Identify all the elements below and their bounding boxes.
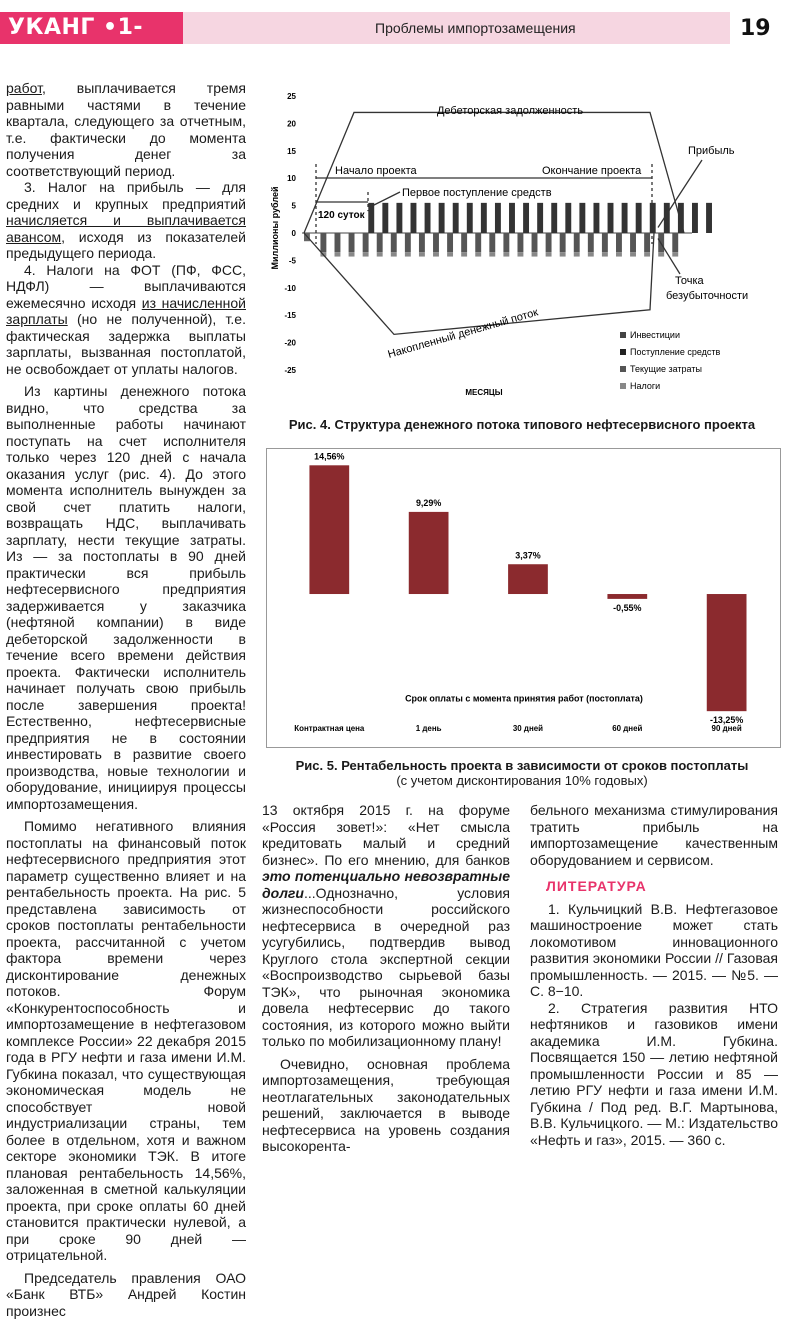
income-bar (608, 203, 614, 233)
data-label: -13,25% (710, 715, 743, 725)
category-label: 1 день (416, 724, 442, 733)
paragraph: Очевидно, основная проблема импортозамещения, требующая неотлагательных законодательных решений, заключается в выводе нефтесервиса на уровень создания высокорента- (262, 1056, 510, 1155)
caption-line-2: (с учетом дисконтирования 10% годовых) (396, 773, 647, 788)
tax-bar (475, 252, 481, 256)
y-tick-label: 20 (287, 119, 296, 128)
tax-bar (630, 252, 636, 256)
y-tick-label: -10 (284, 284, 296, 293)
cost-bar (602, 233, 608, 252)
cost-bar (532, 233, 538, 252)
y-tick-label: 15 (287, 147, 296, 156)
data-label: -0,55% (613, 603, 641, 613)
income-bar (579, 203, 585, 233)
income-bar (368, 203, 374, 233)
references-heading: ЛИТЕРАТУРА (546, 878, 778, 895)
cost-bar (335, 233, 341, 252)
receivables-label: Дебеторская задолженность (437, 105, 583, 117)
income-bar (523, 203, 529, 233)
y-tick-label: 5 (292, 202, 297, 211)
income-bar (382, 203, 388, 233)
cost-bar (630, 233, 636, 252)
figure-5-caption (262, 758, 782, 788)
x-axis-label: Срок оплаты с момента принятия работ (постоплата) (405, 693, 643, 703)
income-bar (396, 203, 402, 233)
tax-bar (377, 252, 383, 256)
legend-entry: Текущие затраты (630, 364, 702, 374)
cost-bar (320, 233, 326, 252)
figure-4-caption: Рис. 4. Структура денежного потока типового нефтесервисного проекта (262, 417, 782, 432)
cost-bar (419, 233, 425, 252)
page-number: 19 (740, 16, 771, 41)
underlined-text: начисляется и выплачивается авансом (6, 212, 246, 245)
tax-bar (532, 252, 538, 256)
profitability-bar (707, 594, 747, 711)
y-tick-label: 10 (287, 174, 296, 183)
tax-bar (335, 252, 341, 256)
end-label: Окончание проекта (542, 165, 642, 177)
cost-bar (644, 233, 650, 252)
text: 3. Налог на прибыль — для средних и крупных предприятий (6, 179, 246, 212)
underlined-text: работ (6, 80, 42, 96)
text: 13 октября 2015 г. на форуме «Россия зовет!»: «Нет смысла кредитовать малый и средний бизнес». По его мнению, для банков (262, 802, 510, 868)
reference-item: 2. Стратегия развития НТО нефтяников и газовиков имени академика И.М. Губкина. Посвящается 150 — летию нефтяной промышленности России и 85 — летию РГУ нефти и газа имени И.М. Губкина / Под ред. В.Г. Мартынова, В.В. Кульчицкого. — М.: Издательство «Нефть и газ», 2015. — 360 с. (530, 1000, 778, 1149)
tax-bar (588, 252, 594, 256)
breakeven-label-2: безубыточности (666, 290, 748, 302)
cost-bar (517, 233, 523, 252)
tax-bar (419, 252, 425, 256)
text-column-3 (530, 802, 778, 1148)
tax-bar (433, 252, 439, 256)
legend-swatch (620, 332, 626, 338)
breakeven-label-1: Точка (675, 275, 705, 287)
tax-bar (574, 252, 580, 256)
data-label: 9,29% (416, 498, 441, 508)
caption-line-1: Рис. 5. Рентабельность проекта в зависимости от сроков постоплаты (262, 758, 782, 773)
text: , исходя из показателей предыдущего периода. (6, 229, 246, 262)
tax-bar (503, 252, 509, 256)
income-bar (650, 203, 656, 233)
underlined-text: из начисленной зарплаты (6, 295, 246, 328)
cost-bar (433, 233, 439, 252)
profitability-bar (607, 594, 647, 599)
x-axis-label: МЕСЯЦЫ (465, 388, 502, 397)
income-bar (692, 203, 698, 233)
income-bar (411, 203, 417, 233)
profitability-bar (508, 564, 548, 594)
text: (но не полученной), т.е. фактическая задержка выплаты зарплаты, вызванная постоплатой, не освобождает от уплаты налогов. (6, 311, 246, 377)
tax-bar (517, 252, 523, 256)
legend-entry: Инвестиции (630, 330, 680, 340)
tax-bar (461, 252, 467, 256)
category-label: Контрактная цена (294, 724, 365, 733)
tax-bar (349, 252, 355, 256)
tax-bar (658, 252, 664, 256)
reference-item: 1. Кульчицкий В.В. Нефтегазовое машиностроение может стать локомотивом инновационного развития экономики России // Газовая промышленность. — 2015. — №5. — С. 8−10. (530, 901, 778, 1000)
text: , выплачивается тремя равными частями в течение квартала, следующего за отчетным, т.е. фактически до момента получения денег за соответствующий период. (6, 80, 246, 179)
emphasis-text: это потенциально невозвратные долги (262, 868, 510, 901)
y-tick-label: -5 (289, 256, 297, 265)
paragraph: бельного механизма стимулирования тратить прибыль на импортозамещение качественным оборудованием и сервисом. (530, 802, 778, 868)
tax-bar (616, 252, 622, 256)
paragraph: Помимо негативного влияния постоплаты на финансовый поток нефтесервисного предприятия этот параметр существенно влияет и на рентабельность проекта. На рис. 5 представлена зависимость от сроков постоплаты рентабельности проекта, рассчитанной с учетом фактора времени через дисконтирование денежных потоков. Форум «Конкурентоспособность и импортозамещение в нефтегазовом комплексе России» 22 декабря 2015 года в РГУ нефти и газа имени И.М. Губкина показал, что существующая экономическая модель не способствует новой индустриализации страны, тем более в отдельном, хотя и важном секторе экономики ТЭК. В итоге плановая рентабельность 14,56%, заложенная в сметной калькуляции проекта, при сроке оплаты 60 дней становится практически нулевой, а при сроке 90 дней — отрицательной. (6, 818, 246, 1264)
paragraph (6, 80, 246, 179)
income-bar (706, 203, 712, 233)
text: 4. Налоги на ФОТ (ПФ, ФСС, НДФЛ) — выплачиваются ежемесячно исходя (6, 262, 246, 311)
tax-bar (546, 252, 552, 256)
profit-label: Прибыль (688, 145, 735, 157)
y-tick-label: -25 (284, 366, 296, 375)
text-column-1 (6, 80, 246, 1319)
cost-bar (349, 233, 355, 252)
tax-bar (602, 252, 608, 256)
income-bar (439, 203, 445, 233)
y-tick-label: -15 (284, 311, 296, 320)
y-tick-label: 0 (292, 229, 297, 238)
paragraph (6, 179, 246, 262)
cost-bar (447, 233, 453, 252)
legend-swatch (620, 349, 626, 355)
tax-bar (405, 252, 411, 256)
paragraph (6, 262, 246, 378)
text-column-2 (262, 802, 510, 1155)
tax-bar (644, 252, 650, 256)
tax-bar (489, 252, 495, 256)
cost-bar (546, 233, 552, 252)
profitability-bar (309, 465, 349, 594)
data-label: 3,37% (515, 550, 540, 560)
cost-bar (461, 233, 467, 252)
journal-title: УКАНГ •1-2016 (0, 12, 183, 44)
y-tick-label: 25 (287, 92, 296, 101)
income-bar (467, 203, 473, 233)
cost-bar (574, 233, 580, 252)
tax-bar (391, 252, 397, 256)
data-label: 14,56% (314, 451, 344, 461)
page-header (0, 0, 785, 44)
profitability-chart (266, 448, 781, 748)
first-income-label: Первое поступление средств (402, 187, 552, 199)
tax-bar (560, 252, 566, 256)
income-bar (453, 203, 459, 233)
cost-bar (588, 233, 594, 252)
income-bar (537, 203, 543, 233)
income-bar (425, 203, 431, 233)
income-bar (551, 203, 557, 233)
tax-bar (447, 252, 453, 256)
cost-bar (391, 233, 397, 252)
cashflow-chart (262, 88, 782, 418)
income-bar (481, 203, 487, 233)
section-title: Проблемы импортозамещения (375, 20, 576, 36)
cost-bar (475, 233, 481, 252)
tax-bar (363, 252, 369, 256)
cost-bar (560, 233, 566, 252)
text: ...Однозначно, условия жизнеспособности российского нефтесервиса в очередной раз усугубились, подтвердив вывод Круглого стола экспертной секции «Воспроизводство сырьевой базы ТЭК», что рыночная экономика довела нефтесервис до такого состояния, из которого можно выйти только по мобилизационному плану! (262, 885, 510, 1050)
cost-bar (503, 233, 509, 252)
income-bar (495, 203, 501, 233)
cumulative-label: Накопленный денежный поток (387, 306, 540, 360)
category-label: 30 дней (513, 724, 543, 733)
y-axis-label: Миллионы рублей (270, 187, 280, 270)
legend-entry: Налоги (630, 381, 660, 391)
days-120-label: 120 суток (318, 210, 366, 221)
income-bar (565, 203, 571, 233)
income-bar (622, 203, 628, 233)
category-label: 90 дней (712, 724, 742, 733)
legend-entry: Поступление средств (630, 347, 721, 357)
y-tick-label: -20 (284, 339, 296, 348)
tax-bar (672, 252, 678, 256)
legend-swatch (620, 383, 626, 389)
paragraph: Из картины денежного потока видно, что средства за выполненные работы начинают поступать на счет исполнителя только через 120 дней с начала оказания услуг (рис. 4). До этого момента исполнитель вынужден за свой счет платить налоги, возвращать НДС, выплачивать зарплату, нести текущие затраты. Из — за постоплаты в 90 дней практически вся прибыль нефтесервисного предприятия задерживается у заказчика (нефтяной компании) в виде дебеторской задолженности в течение всего времени действия проекта. Фактически исполнитель начинает получать свою прибыль после завершения проекта! Естественно, нефтесервисные предприятия не в состоянии инвестировать в развитие своего производства, новые технологии и оборудование, инициируя процессы импортозамещения. (6, 383, 246, 812)
cost-bar (616, 233, 622, 252)
income-bar (509, 203, 515, 233)
profitability-bar (409, 512, 449, 594)
cost-bar (405, 233, 411, 252)
income-bar (636, 203, 642, 233)
cost-bar (489, 233, 495, 252)
start-label: Начало проекта (335, 165, 418, 177)
paragraph (262, 802, 510, 1050)
income-bar (593, 203, 599, 233)
legend-swatch (620, 366, 626, 372)
category-label: 60 дней (612, 724, 642, 733)
paragraph: Председатель правления ОАО «Банк ВТБ» Андрей Костин произнес (6, 1270, 246, 1319)
cost-bar (672, 233, 678, 252)
cost-bar (377, 233, 383, 252)
cost-bar (363, 233, 369, 252)
